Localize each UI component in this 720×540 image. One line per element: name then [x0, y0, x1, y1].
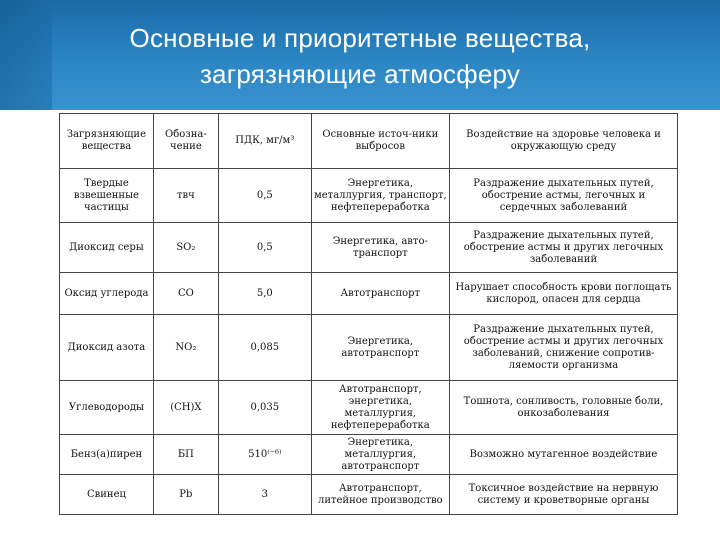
table-row: [60, 169, 678, 223]
header-impact: Воздействие на здоровье человека и окружающую среду: [449, 114, 677, 169]
cell-designation: NO₂: [153, 315, 218, 381]
cell-impact: Раздражение дыхательных путей, обострение астмы, легочных и сердечных заболеваний: [449, 169, 677, 223]
header-sources: Основные источ-ники выбросов: [311, 114, 449, 169]
cell-sources: Энергетика, металлургия, автотранспорт: [311, 435, 449, 475]
pollutants-table: [59, 113, 678, 515]
table-row: [60, 381, 678, 435]
header-designation: Обозна-чение: [153, 114, 218, 169]
cell-impact: Раздражение дыхательных путей, обострение астмы и других легочных заболеваний, снижение сопротив-ляемости организма: [449, 315, 677, 381]
cell-designation: Pb: [153, 475, 218, 515]
cell-mpc: 510⁽⁻⁶⁾: [218, 435, 311, 475]
cell-impact: Тошнота, сонливость, головные боли, онкозаболевания: [449, 381, 677, 435]
cell-sources: Автотранспорт, литейное производство: [311, 475, 449, 515]
cell-impact: Токсичное воздействие на нервную систему и кроветворные органы: [449, 475, 677, 515]
cell-pollutant: Бенз(а)пирен: [60, 435, 154, 475]
cell-mpc: 0,5: [218, 169, 311, 223]
slide-title: Основные и приоритетные вещества, загрязняющие атмосферу: [129, 23, 591, 89]
table-row: [60, 315, 678, 381]
cell-mpc: 0,035: [218, 381, 311, 435]
cell-designation: CO: [153, 273, 218, 315]
cell-sources: Энергетика, авто-транспорт: [311, 223, 449, 273]
cell-pollutant: Оксид углерода: [60, 273, 154, 315]
cell-mpc: 5,0: [218, 273, 311, 315]
title-banner: [0, 0, 720, 110]
cell-impact: Возможно мутагенное воздействие: [449, 435, 677, 475]
cell-pollutant: Диоксид серы: [60, 223, 154, 273]
cell-mpc: 0,085: [218, 315, 311, 381]
cell-impact: Нарушает способность крови поглощать кислород, опасен для сердца: [449, 273, 677, 315]
cell-pollutant: Свинец: [60, 475, 154, 515]
cell-sources: Автотранспорт, энергетика, металлургия, нефтепереработка: [311, 381, 449, 435]
cell-designation: БП: [153, 435, 218, 475]
cell-pollutant: Диоксид азота: [60, 315, 154, 381]
cell-sources: Энергетика, автотранспорт: [311, 315, 449, 381]
cell-pollutant: Твердые взвешенные частицы: [60, 169, 154, 223]
table-row: [60, 273, 678, 315]
table-header-row: [60, 114, 678, 169]
cell-mpc: 0,5: [218, 223, 311, 273]
table-row: [60, 435, 678, 475]
header-pollutant: Загрязняющие вещества: [60, 114, 154, 169]
table-row: [60, 223, 678, 273]
table-row: [60, 475, 678, 515]
cell-designation: SO₂: [153, 223, 218, 273]
cell-pollutant: Углеводороды: [60, 381, 154, 435]
cell-designation: (CH)X: [153, 381, 218, 435]
cell-impact: Раздражение дыхательных путей, обострение астмы и других легочных заболеваний: [449, 223, 677, 273]
header-mpc: ПДК, мг/м³: [218, 114, 311, 169]
cell-mpc: 3: [218, 475, 311, 515]
cell-sources: Автотранспорт: [311, 273, 449, 315]
cell-sources: Энергетика, металлургия, транспорт, нефтепереработка: [311, 169, 449, 223]
cell-designation: твч: [153, 169, 218, 223]
